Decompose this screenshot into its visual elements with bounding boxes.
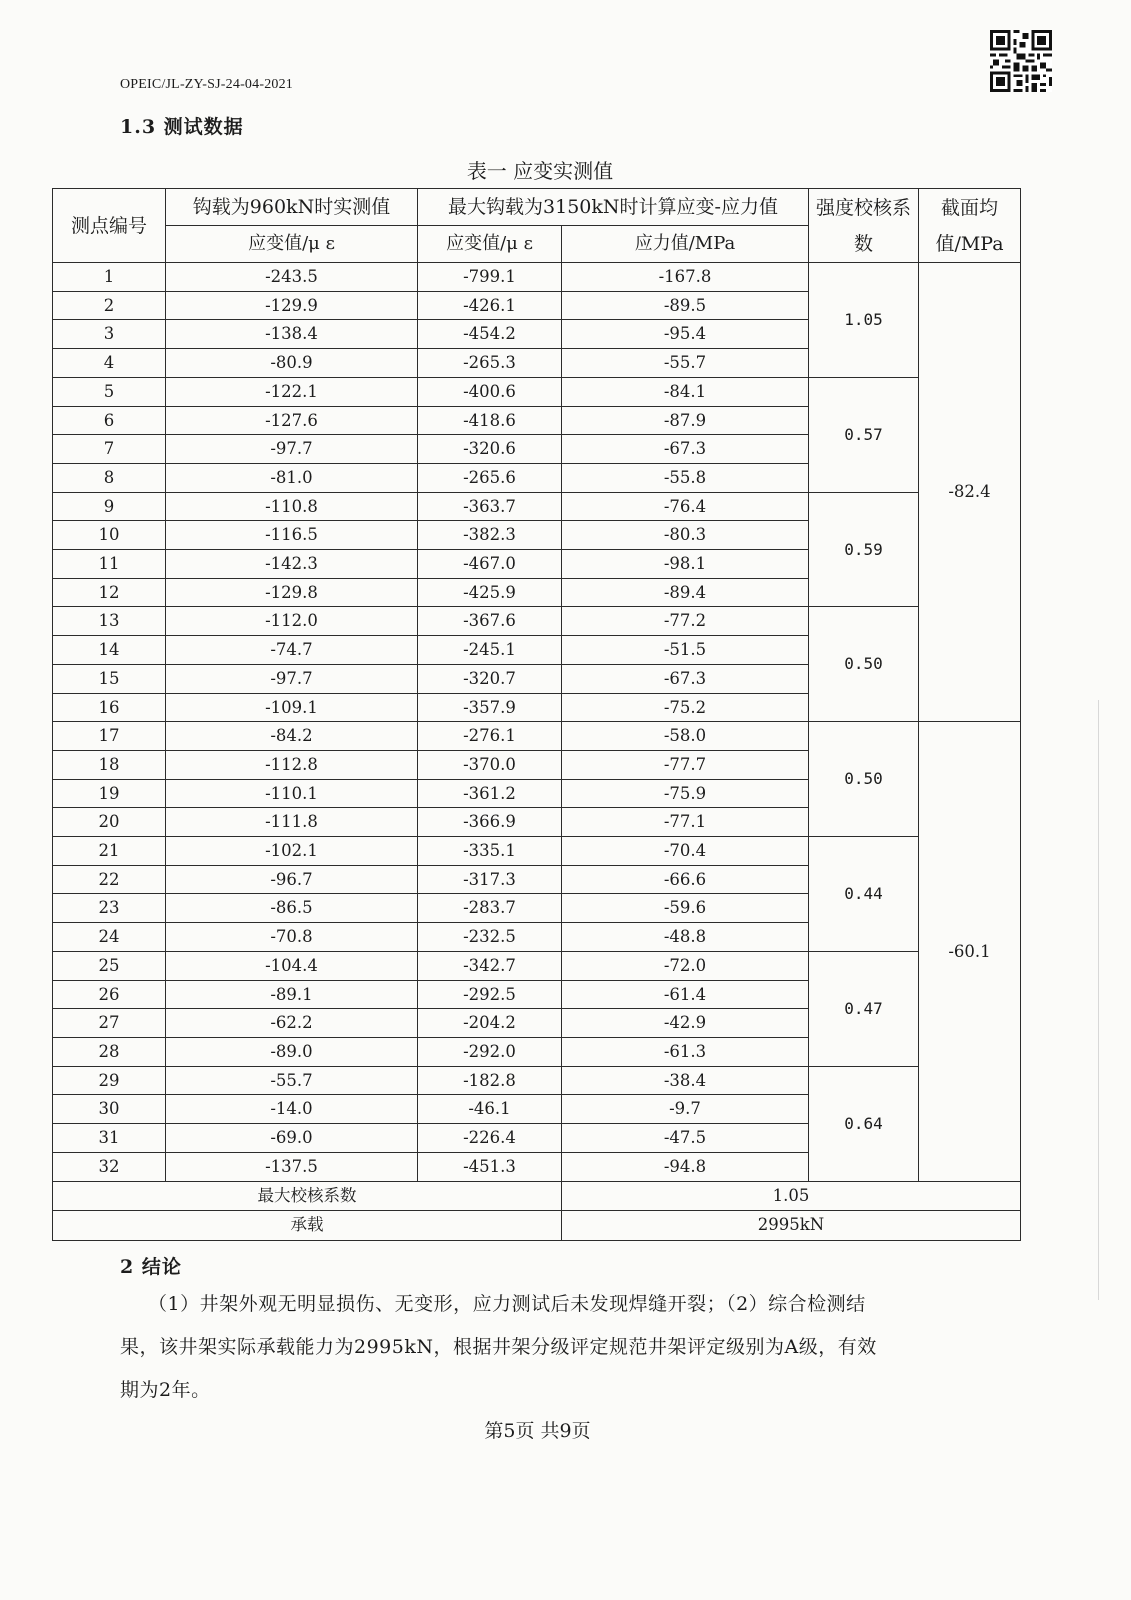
calculated-strain: -265.3 xyxy=(418,349,562,378)
calculated-strain: -292.5 xyxy=(418,980,562,1009)
calculated-strain: -370.0 xyxy=(418,750,562,779)
max-coef-label: 最大校核系数 xyxy=(53,1181,562,1211)
measured-strain: -137.5 xyxy=(166,1152,418,1181)
calculated-strain: -182.8 xyxy=(418,1066,562,1095)
point-number: 2 xyxy=(53,291,166,320)
strength-coef: 0.57 xyxy=(809,377,919,492)
point-number: 22 xyxy=(53,865,166,894)
point-number: 20 xyxy=(53,808,166,837)
table-row xyxy=(53,377,1021,406)
section-average: -82.4 xyxy=(919,263,1021,722)
point-number: 7 xyxy=(53,435,166,464)
point-number: 9 xyxy=(53,492,166,521)
calculated-stress: -47.5 xyxy=(562,1124,809,1153)
strength-coef: 0.50 xyxy=(809,722,919,837)
calculated-stress: -89.4 xyxy=(562,578,809,607)
point-number: 19 xyxy=(53,779,166,808)
calculated-strain: -363.7 xyxy=(418,492,562,521)
calculated-strain: -425.9 xyxy=(418,578,562,607)
calculated-stress: -95.4 xyxy=(562,320,809,349)
measured-strain: -74.7 xyxy=(166,636,418,665)
measured-strain: -97.7 xyxy=(166,435,418,464)
point-number: 28 xyxy=(53,1037,166,1066)
conclusion-line: （1）井架外观无明显损伤、无变形，应力测试后未发现焊缝开裂；（2）综合检测结 xyxy=(148,1293,866,1315)
section-average: -60.1 xyxy=(919,722,1021,1181)
calculated-strain: -361.2 xyxy=(418,779,562,808)
measured-strain: -138.4 xyxy=(166,320,418,349)
point-number: 15 xyxy=(53,664,166,693)
point-number: 23 xyxy=(53,894,166,923)
header-strain-calc: 应变值/μ ε xyxy=(418,226,562,263)
calculated-strain: -320.7 xyxy=(418,664,562,693)
calculated-strain: -342.7 xyxy=(418,951,562,980)
table-row xyxy=(53,607,1021,636)
calculated-stress: -9.7 xyxy=(562,1095,809,1124)
calculated-stress: -51.5 xyxy=(562,636,809,665)
calculated-stress: -70.4 xyxy=(562,837,809,866)
calculated-stress: -94.8 xyxy=(562,1152,809,1181)
calculated-stress: -55.7 xyxy=(562,349,809,378)
measured-strain: -89.1 xyxy=(166,980,418,1009)
calculated-strain: -265.6 xyxy=(418,463,562,492)
calculated-strain: -467.0 xyxy=(418,550,562,579)
header-point: 测点编号 xyxy=(53,189,166,263)
measured-strain: -80.9 xyxy=(166,349,418,378)
header-coef: 强度校核系数 xyxy=(809,189,919,263)
calculated-stress: -59.6 xyxy=(562,894,809,923)
point-number: 31 xyxy=(53,1124,166,1153)
calculated-stress: -98.1 xyxy=(562,550,809,579)
page-number: 第5页 共9页 xyxy=(484,1420,591,1442)
measured-strain: -112.0 xyxy=(166,607,418,636)
calculated-strain: -335.1 xyxy=(418,837,562,866)
strength-coef: 0.47 xyxy=(809,951,919,1066)
strength-coef: 1.05 xyxy=(809,263,919,378)
measured-strain: -86.5 xyxy=(166,894,418,923)
point-number: 3 xyxy=(53,320,166,349)
calculated-strain: -320.6 xyxy=(418,435,562,464)
calculated-stress: -89.5 xyxy=(562,291,809,320)
calculated-strain: -454.2 xyxy=(418,320,562,349)
strength-coef: 0.44 xyxy=(809,837,919,952)
calculated-stress: -66.6 xyxy=(562,865,809,894)
calculated-stress: -61.4 xyxy=(562,980,809,1009)
document-code: OPEIC/JL-ZY-SJ-24-04-2021 xyxy=(120,77,293,92)
point-number: 6 xyxy=(53,406,166,435)
calculated-stress: -67.3 xyxy=(562,435,809,464)
calculated-strain: -367.6 xyxy=(418,607,562,636)
calculated-strain: -426.1 xyxy=(418,291,562,320)
point-number: 8 xyxy=(53,463,166,492)
point-number: 4 xyxy=(53,349,166,378)
measured-strain: -116.5 xyxy=(166,521,418,550)
calculated-strain: -276.1 xyxy=(418,722,562,751)
point-number: 24 xyxy=(53,923,166,952)
calculated-strain: -418.6 xyxy=(418,406,562,435)
calculated-strain: -317.3 xyxy=(418,865,562,894)
calculated-strain: -382.3 xyxy=(418,521,562,550)
table-footer-row xyxy=(53,1181,1021,1211)
point-number: 21 xyxy=(53,837,166,866)
calculated-stress: -38.4 xyxy=(562,1066,809,1095)
calculated-strain: -245.1 xyxy=(418,636,562,665)
max-coef-value: 1.05 xyxy=(562,1181,1021,1211)
point-number: 10 xyxy=(53,521,166,550)
measured-strain: -110.1 xyxy=(166,779,418,808)
measured-strain: -97.7 xyxy=(166,664,418,693)
section-heading-conclusion: 2 结论 xyxy=(120,1256,182,1278)
measured-strain: -112.8 xyxy=(166,750,418,779)
calculated-strain: -292.0 xyxy=(418,1037,562,1066)
point-number: 18 xyxy=(53,750,166,779)
calculated-strain: -283.7 xyxy=(418,894,562,923)
calculated-stress: -84.1 xyxy=(562,377,809,406)
point-number: 12 xyxy=(53,578,166,607)
measured-strain: -84.2 xyxy=(166,722,418,751)
measured-strain: -69.0 xyxy=(166,1124,418,1153)
point-number: 11 xyxy=(53,550,166,579)
measured-strain: -109.1 xyxy=(166,693,418,722)
calculated-strain: -226.4 xyxy=(418,1124,562,1153)
calculated-stress: -77.7 xyxy=(562,750,809,779)
conclusion-paragraph xyxy=(120,1283,970,1412)
strength-coef: 0.64 xyxy=(809,1066,919,1181)
table-row xyxy=(53,837,1021,866)
table-caption: 表一 应变实测值 xyxy=(466,159,614,183)
point-number: 1 xyxy=(53,263,166,292)
strain-table xyxy=(52,188,1021,1241)
measured-strain: -70.8 xyxy=(166,923,418,952)
qr-code-icon xyxy=(990,30,1052,92)
table-header-row xyxy=(53,189,1021,226)
point-number: 26 xyxy=(53,980,166,1009)
calculated-stress: -167.8 xyxy=(562,263,809,292)
measured-strain: -142.3 xyxy=(166,550,418,579)
measured-strain: -81.0 xyxy=(166,463,418,492)
calculated-stress: -72.0 xyxy=(562,951,809,980)
point-number: 5 xyxy=(53,377,166,406)
measured-strain: -55.7 xyxy=(166,1066,418,1095)
calculated-stress: -76.4 xyxy=(562,492,809,521)
point-number: 16 xyxy=(53,693,166,722)
point-number: 27 xyxy=(53,1009,166,1038)
conclusion-line: 果，该井架实际承载能力为2995kN，根据井架分级评定规范井架评定级别为A级，有效 xyxy=(120,1336,877,1358)
measured-strain: -129.9 xyxy=(166,291,418,320)
calculated-strain: -451.3 xyxy=(418,1152,562,1181)
point-number: 17 xyxy=(53,722,166,751)
point-number: 13 xyxy=(53,607,166,636)
calculated-stress: -77.1 xyxy=(562,808,809,837)
table-body xyxy=(53,263,1021,1182)
header-calculated-group: 最大钩载为3150kN时计算应变-应力值 xyxy=(418,189,809,226)
calculated-stress: -58.0 xyxy=(562,722,809,751)
calculated-strain: -799.1 xyxy=(418,263,562,292)
table-row xyxy=(53,951,1021,980)
measured-strain: -62.2 xyxy=(166,1009,418,1038)
conclusion-line: 期为2年。 xyxy=(120,1379,211,1401)
calculated-strain: -46.1 xyxy=(418,1095,562,1124)
seal-edge xyxy=(1098,700,1102,1300)
measured-strain: -96.7 xyxy=(166,865,418,894)
calculated-strain: -400.6 xyxy=(418,377,562,406)
strength-coef: 0.50 xyxy=(809,607,919,722)
calculated-stress: -77.2 xyxy=(562,607,809,636)
table-row xyxy=(53,1066,1021,1095)
header-strain-measured: 应变值/μ ε xyxy=(166,226,418,263)
calculated-stress: -61.3 xyxy=(562,1037,809,1066)
measured-strain: -110.8 xyxy=(166,492,418,521)
point-number: 32 xyxy=(53,1152,166,1181)
calculated-strain: -357.9 xyxy=(418,693,562,722)
measured-strain: -89.0 xyxy=(166,1037,418,1066)
measured-strain: -129.8 xyxy=(166,578,418,607)
capacity-value: 2995kN xyxy=(562,1211,1021,1241)
table-row xyxy=(53,722,1021,751)
measured-strain: -243.5 xyxy=(166,263,418,292)
measured-strain: -127.6 xyxy=(166,406,418,435)
calculated-stress: -75.9 xyxy=(562,779,809,808)
point-number: 25 xyxy=(53,951,166,980)
calculated-stress: -87.9 xyxy=(562,406,809,435)
calculated-stress: -48.8 xyxy=(562,923,809,952)
measured-strain: -14.0 xyxy=(166,1095,418,1124)
table-row xyxy=(53,263,1021,292)
calculated-stress: -42.9 xyxy=(562,1009,809,1038)
section-heading-test-data: 1.3 测试数据 xyxy=(120,116,244,138)
header-section-avg: 截面均值/MPa xyxy=(919,189,1021,263)
calculated-strain: -232.5 xyxy=(418,923,562,952)
calculated-strain: -204.2 xyxy=(418,1009,562,1038)
calculated-stress: -67.3 xyxy=(562,664,809,693)
calculated-strain: -366.9 xyxy=(418,808,562,837)
point-number: 30 xyxy=(53,1095,166,1124)
measured-strain: -104.4 xyxy=(166,951,418,980)
measured-strain: -122.1 xyxy=(166,377,418,406)
header-measured-group: 钩载为960kN时实测值 xyxy=(166,189,418,226)
table-footer-row xyxy=(53,1211,1021,1241)
measured-strain: -102.1 xyxy=(166,837,418,866)
calculated-stress: -55.8 xyxy=(562,463,809,492)
header-stress: 应力值/MPa xyxy=(562,226,809,263)
point-number: 29 xyxy=(53,1066,166,1095)
calculated-stress: -75.2 xyxy=(562,693,809,722)
strength-coef: 0.59 xyxy=(809,492,919,607)
table-row xyxy=(53,492,1021,521)
capacity-label: 承载 xyxy=(53,1211,562,1241)
measured-strain: -111.8 xyxy=(166,808,418,837)
point-number: 14 xyxy=(53,636,166,665)
calculated-stress: -80.3 xyxy=(562,521,809,550)
